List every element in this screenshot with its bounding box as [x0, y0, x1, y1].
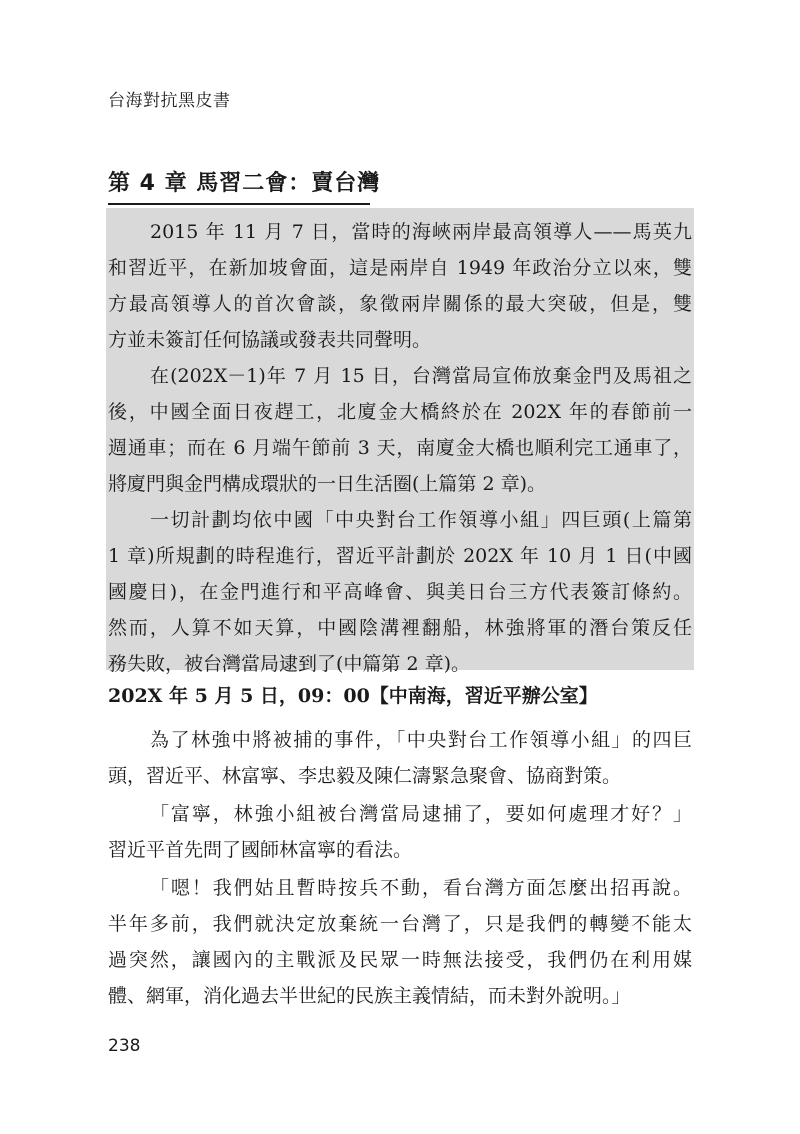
text-line: 將廈門與金門構成環狀的一日生活圈(上篇第 2 章)。	[108, 473, 546, 495]
text-line: 和習近平，在新加坡會面，這是兩岸自 1949 年政治分立以來，雙	[108, 257, 692, 279]
text-line: 一切計劃均依中國「中央對台工作領導小組」四巨頭(上篇第	[150, 509, 692, 531]
text-line: 習近平首先問了國師林富寧的看法。	[108, 839, 413, 861]
text-line: 週通車；而在 6 月端午節前 3 天，南廈金大橋也順利完工通車了，	[108, 437, 692, 459]
text-line: 半年多前，我們就決定放棄統一台灣了，只是我們的轉變不能太	[108, 913, 692, 935]
text-line: 「嗯！我們姑且暫時按兵不動，看台灣方面怎麼出招再說。	[150, 877, 692, 899]
chapter-title: 第 4 章 馬習二會：賣台灣	[108, 166, 370, 205]
summary-paragraph-3	[108, 502, 692, 682]
text-line: 體、網軍，消化過去半世紀的民族主義情結，而未對外說明。」	[108, 985, 631, 1007]
body-paragraph-1	[108, 722, 692, 794]
text-line: 方並未簽訂任何協議或發表共同聲明。	[108, 329, 432, 351]
body-paragraph-2	[108, 796, 692, 868]
summary-paragraph-1	[108, 214, 692, 358]
body-paragraph-3	[108, 870, 692, 1014]
text-line: 為了林強中將被捕的事件，「中央對台工作領導小組」的四巨	[150, 729, 692, 751]
text-line: 2015 年 11 月 7 日，當時的海峽兩岸最高領導人——馬英九	[150, 221, 692, 243]
page-number: 238	[108, 1036, 141, 1056]
running-header: 台海對抗黑皮書	[108, 91, 231, 111]
text-line: 方最高領導人的首次會談，象徵兩岸關係的最大突破，但是，雙	[108, 293, 692, 315]
scene-heading: 202X 年 5 月 5 日，09：00【中南海，習近平辦公室】	[108, 685, 598, 707]
text-line: 頭，習近平、林富寧、李忠毅及陳仁濤緊急聚會、協商對策。	[108, 765, 622, 787]
text-line: 過突然，讓國內的主戰派及民眾一時無法接受，我們仍在利用媒	[108, 949, 692, 971]
text-line: 務失敗，被台灣當局逮到了(中篇第 2 章)。	[108, 653, 470, 675]
text-line: 1 章)所規劃的時程進行，習近平計劃於 202X 年 10 月 1 日(中國	[108, 545, 692, 567]
summary-paragraph-2	[108, 358, 692, 502]
text-line: 「富寧，林強小組被台灣當局逮捕了，要如何處理才好？」	[150, 803, 692, 825]
text-line: 然而，人算不如天算，中國陰溝裡翻船，林強將軍的潛台策反任	[108, 617, 692, 639]
text-line: 在(202X－1)年 7 月 15 日，台灣當局宣佈放棄金門及馬祖之	[150, 365, 692, 387]
text-line: 後，中國全面日夜趕工，北廈金大橋終於在 202X 年的春節前一	[108, 401, 692, 423]
text-line: 國慶日)，在金門進行和平高峰會、與美日台三方代表簽訂條約。	[108, 581, 692, 603]
